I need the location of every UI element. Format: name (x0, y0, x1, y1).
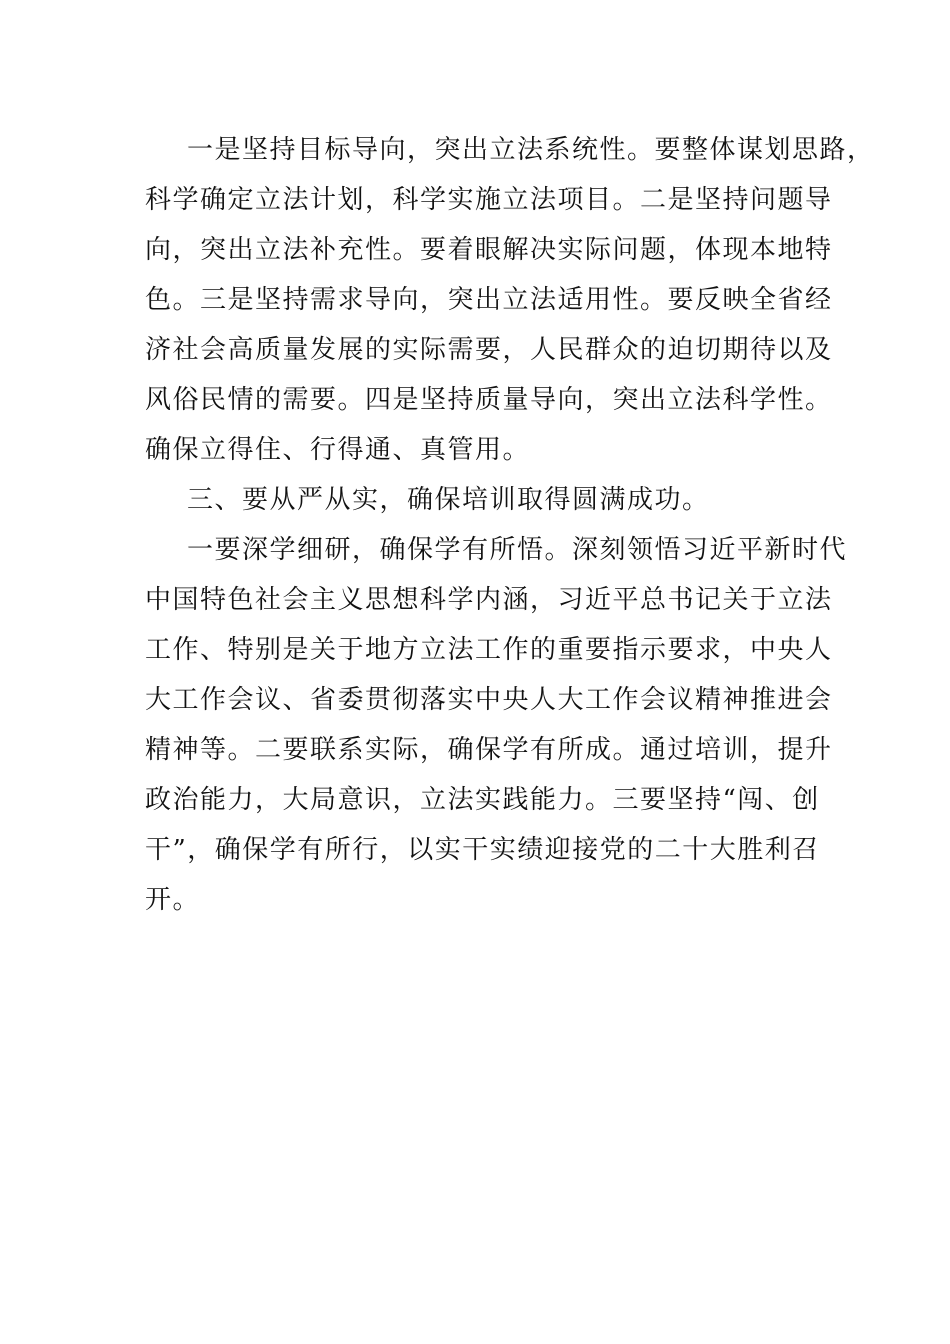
paragraph-line: 中国特色社会主义思想科学内涵，习近平总书记关于立法 (145, 585, 833, 615)
paragraph-line: 风俗民情的需要。四是坚持质量导向，突出立法科学性。 (145, 385, 833, 415)
paragraph-line: 干”，确保学有所行，以实干实绩迎接党的二十大胜利召 (145, 835, 820, 865)
paragraph-line: 工作、特别是关于地方立法工作的重要指示要求，中央人 (145, 635, 833, 665)
paragraph-line: 济社会高质量发展的实际需要，人民群众的迫切期待以及 (145, 335, 833, 365)
paragraph-line: 向，突出立法补充性。要着眼解决实际问题，体现本地特 (145, 235, 833, 265)
paragraph-line: 一要深学细研，确保学有所悟。深刻领悟习近平新时代 (187, 535, 848, 565)
paragraph-line: 开。 (145, 885, 201, 915)
paragraph-line: 色。三是坚持需求导向，突出立法适用性。要反映全省经 (145, 285, 833, 315)
paragraph-line: 科学确定立法计划，科学实施立法项目。二是坚持问题导 (145, 185, 833, 215)
section-heading: 三、要从严从实，确保培训取得圆满成功。 (187, 485, 710, 515)
paragraph-line: 政治能力，大局意识，立法实践能力。三要坚持“闯、创 (145, 785, 820, 815)
paragraph-line: 确保立得住、行得通、真管用。 (145, 435, 531, 465)
paragraph-line: 一是坚持目标导向，突出立法系统性。要整体谋划思路， (187, 135, 875, 165)
paragraph-line: 大工作会议、省委贯彻落实中央人大工作会议精神推进会 (145, 685, 833, 715)
paragraph-line: 精神等。二要联系实际，确保学有所成。通过培训，提升 (145, 735, 833, 765)
